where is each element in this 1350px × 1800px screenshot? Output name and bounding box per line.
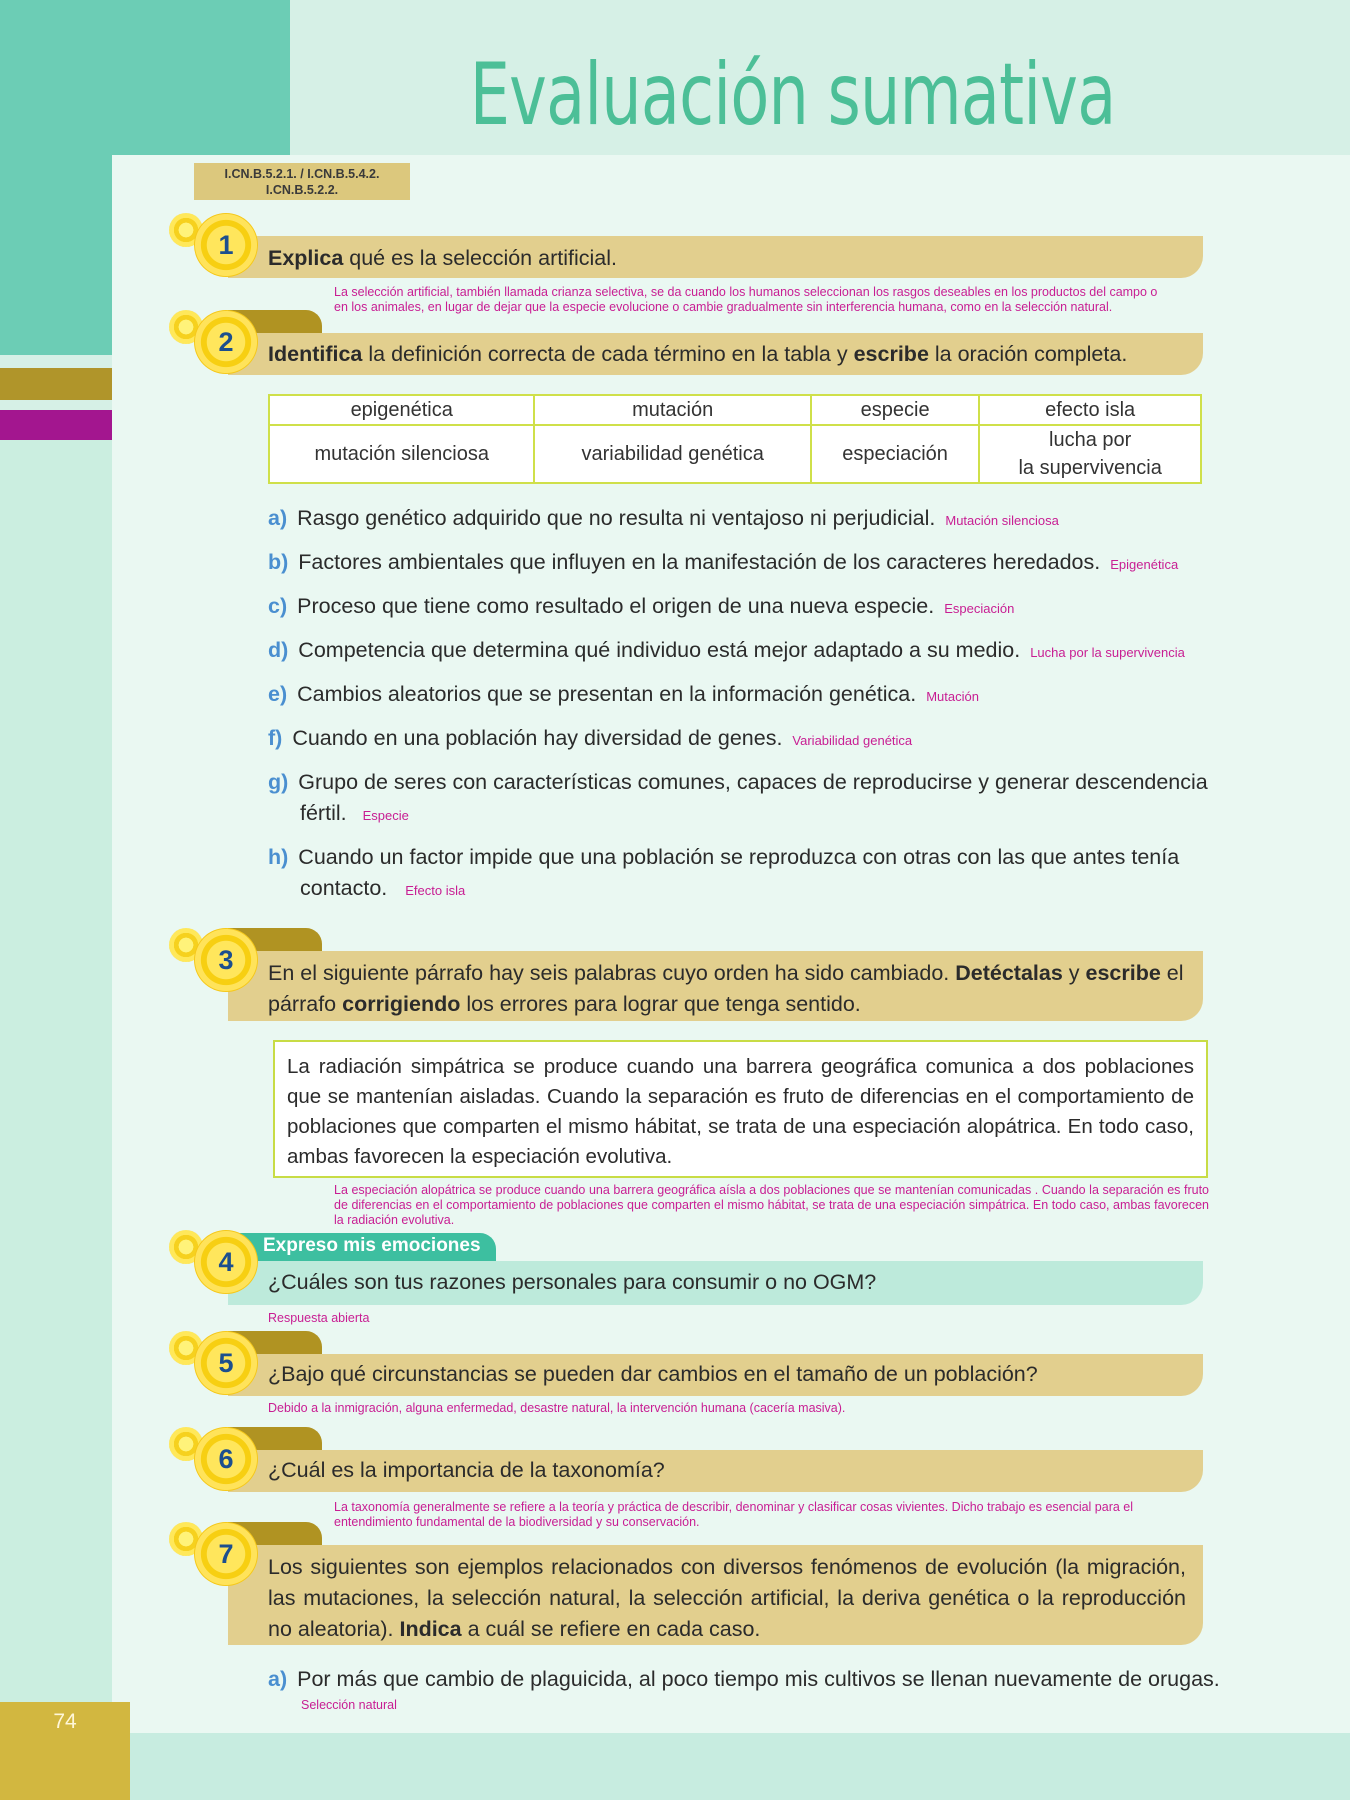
- question-body: la definición correcta de cada término en la tabla y: [362, 342, 854, 366]
- item-text: Cambios aleatorios que se presentan en la información genética.: [297, 682, 917, 706]
- page-title: Evaluación sumativa: [469, 45, 1116, 145]
- list-item: [268, 842, 1179, 873]
- bottom-band: [0, 1733, 1350, 1800]
- item-letter: b): [268, 550, 289, 574]
- item-text: Por más que cambio de plaguicida, al poco tiempo mis cultivos se llenan nuevamente de orugas.: [297, 1667, 1220, 1691]
- page-number: 74: [53, 1710, 77, 1733]
- list-item: [268, 591, 1014, 624]
- question-body: y: [1062, 961, 1086, 985]
- item-text: Competencia que determina qué individuo está mejor adaptado a su medio.: [298, 638, 1021, 662]
- term-cell: variabilidad genética: [534, 425, 810, 483]
- question-number: 1: [194, 213, 258, 277]
- answer-text: Especie: [362, 808, 409, 823]
- answer-text: La selección artificial, también llamada crianza selectiva, se da cuando los humanos seleccionan los rasgos deseables en los productos del campo o en los animales, en lugar de dejar que la especie evolucione o cambie gradualmente sin interferencia humana, como en la selección natural.: [334, 285, 1158, 314]
- term-line: lucha por: [1049, 429, 1132, 451]
- code-line-1: I.CN.B.5.2.1. / I.CN.B.5.4.2.: [224, 167, 380, 181]
- item-text: Grupo de seres con características comunes, capaces de reproducirse y generar descendencia: [298, 770, 1208, 794]
- question-text: ¿Cuáles son tus razones personales para consumir o no OGM?: [268, 1270, 877, 1294]
- left-magenta-stripe: [0, 410, 112, 440]
- question-line: [268, 958, 1193, 989]
- answer-text: Mutación: [926, 689, 979, 704]
- code-line-2: I.CN.B.5.2.2.: [265, 183, 339, 197]
- instruction-verb: Explica: [268, 246, 344, 270]
- question-text: ¿Cuál es la importancia de la taxonomía?: [268, 1458, 665, 1482]
- list-item: [268, 635, 1185, 668]
- question-body: a cuál se refiere en cada caso.: [461, 1617, 761, 1641]
- question-body: el: [1160, 961, 1184, 985]
- term-cell: especie: [811, 395, 979, 425]
- list-item-continuation: [300, 798, 409, 831]
- emotions-tab: Expreso mis emociones: [228, 1233, 496, 1261]
- question-body: Los siguientes son ejemplos relacionados con diversos fenómenos de evolución (la migración, las mutaciones, la selección natural, la selección artificial, la deriva genética o la reproducción no aleatoria).: [268, 1555, 1186, 1641]
- question-text: [268, 243, 617, 274]
- curriculum-code-badge: [194, 163, 410, 200]
- answer-text: Efecto isla: [405, 883, 466, 898]
- list-item: [268, 1664, 1220, 1695]
- question-body: En el siguiente párrafo hay seis palabras cuyo orden ha sido cambiado.: [268, 961, 956, 985]
- question-body: la oración completa.: [928, 342, 1128, 366]
- answer-text: Variabilidad genética: [792, 733, 913, 748]
- instruction-verb: Indica: [399, 1617, 462, 1641]
- item-text: Rasgo genético adquirido que no resulta ni ventajoso ni perjudicial.: [297, 506, 936, 530]
- item-text: contacto.: [300, 876, 388, 900]
- item-text: Factores ambientales que influyen en la manifestación de los caracteres heredados.: [298, 550, 1101, 574]
- answer-text: Respuesta abierta: [268, 1311, 370, 1325]
- instruction-verb: Detéctalas: [955, 961, 1063, 985]
- answer-text: Especiación: [944, 601, 1015, 616]
- list-item: [268, 503, 1059, 536]
- question-number: 4: [194, 1230, 258, 1294]
- term-cell: epigenética: [269, 395, 534, 425]
- terms-table: [268, 394, 1202, 484]
- instruction-verb: escribe: [853, 342, 929, 366]
- item-letter: e): [268, 682, 288, 706]
- answer-text: Selección natural: [301, 1698, 397, 1712]
- list-item: [268, 547, 1178, 580]
- term-cell: mutación silenciosa: [269, 425, 534, 483]
- instruction-verb: corrigiendo: [342, 992, 461, 1016]
- question-body: los errores para lograr que tenga sentido.: [460, 992, 861, 1016]
- answer-text: La taxonomía generalmente se refiere a la teoría y práctica de describir, denominar y clasificar cosas vivientes. Dicho trabajo es esencial para el entendimiento fundamental de la biodiversidad y su conservación.: [334, 1500, 1134, 1529]
- list-item: [268, 767, 1208, 798]
- question-number: 2: [194, 310, 258, 374]
- list-item-continuation: [300, 873, 465, 906]
- left-olive-stripe: [0, 368, 112, 400]
- item-letter: a): [268, 1667, 288, 1691]
- instruction-verb: escribe: [1085, 961, 1161, 985]
- item-text: fértil.: [300, 801, 347, 825]
- answer-text: Debido a la inmigración, alguna enfermedad, desastre natural, la intervención humana (cacería masiva).: [268, 1401, 846, 1415]
- paragraph-box: La radiación simpátrica se produce cuando una barrera geográfica comunica a dos poblaciones que se mantenían aisladas. Cuando la separación es fruto de diferencias en el comportamiento de poblaciones que comparten el mismo hábitat, se trata de una especiación alopátrica. En todo caso, ambas favorecen la especiación evolutiva.: [273, 1040, 1208, 1178]
- item-text: Cuando un factor impide que una población se reproduzca con otras con las que antes tenía: [298, 845, 1180, 869]
- answer-text: Mutación silenciosa: [945, 513, 1059, 528]
- question-text: [268, 1552, 1186, 1645]
- answer-text: Lucha por la supervivencia: [1030, 645, 1185, 660]
- term-cell: especiación: [811, 425, 979, 483]
- term-line: la supervivencia: [1018, 457, 1162, 479]
- answer-text: La especiación alopátrica se produce cuando una barrera geográfica aísla a dos poblaciones que se mantenían comunicadas . Cuando la separación es fruto de diferencias en el comportamiento de poblaciones que comparten el mismo hábitat, se trata de una especiación simpátrica. En todo caso, ambas favorecen la radiación evolutiva.: [334, 1183, 1209, 1227]
- term-cell: [979, 425, 1201, 483]
- left-margin-strip: [0, 440, 112, 1702]
- item-letter: g): [268, 770, 289, 794]
- list-item: [268, 723, 912, 756]
- question-line: [268, 989, 1193, 1020]
- item-text: Cuando en una población hay diversidad de genes.: [292, 726, 783, 750]
- question-text: [268, 339, 1127, 370]
- question-body: párrafo: [268, 992, 343, 1016]
- item-letter: d): [268, 638, 289, 662]
- list-item: [268, 679, 979, 712]
- item-letter: f): [268, 726, 283, 750]
- term-cell: mutación: [534, 395, 810, 425]
- question-number: 6: [194, 1427, 258, 1491]
- answer-text: Epigenética: [1110, 557, 1179, 572]
- term-cell: efecto isla: [979, 395, 1201, 425]
- item-letter: a): [268, 506, 288, 530]
- question-number: 3: [194, 928, 258, 992]
- item-letter: h): [268, 845, 289, 869]
- question-text: ¿Bajo qué circunstancias se pueden dar cambios en el tamaño de un población?: [268, 1362, 1038, 1386]
- instruction-verb: Identifica: [268, 342, 363, 366]
- question-text: [268, 958, 1193, 1020]
- question-number: 5: [194, 1331, 258, 1395]
- question-number: 7: [194, 1522, 258, 1586]
- item-letter: c): [268, 594, 288, 618]
- item-text: Proceso que tiene como resultado el origen de una nueva especie.: [297, 594, 935, 618]
- question-body: qué es la selección artificial.: [343, 246, 617, 270]
